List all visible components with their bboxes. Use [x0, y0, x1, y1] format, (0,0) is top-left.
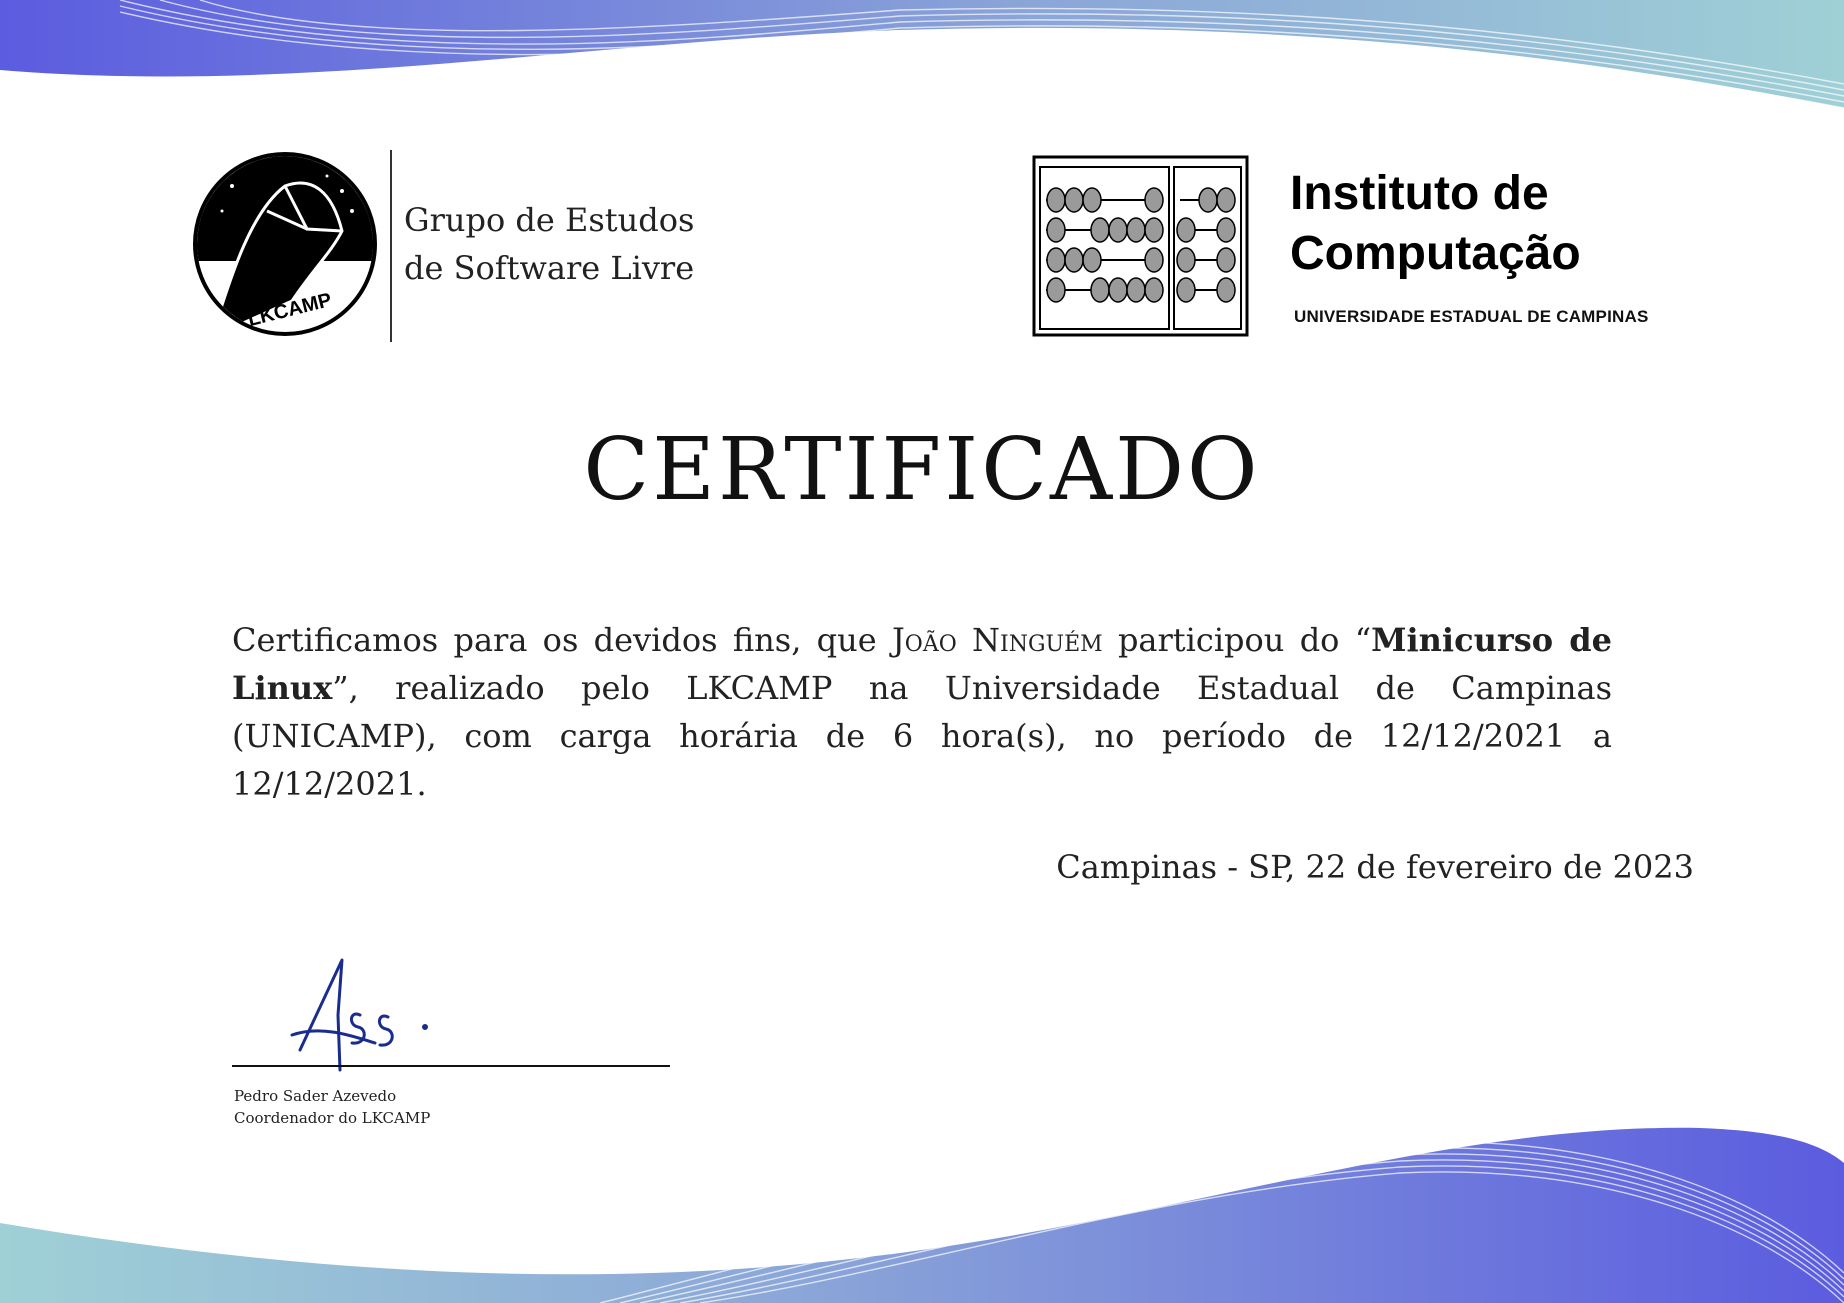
place-and-date: Campinas - SP, 22 de fevereiro de 2023: [1056, 848, 1694, 886]
lkcamp-logo: [192, 151, 378, 337]
participant-name: João Ninguém: [891, 621, 1103, 659]
lkcamp-name-line2: de Software Livre: [404, 249, 695, 287]
signer-name: Pedro Sader Azevedo: [234, 1087, 397, 1105]
certificate-title: CERTIFICADO: [583, 420, 1261, 520]
lkcamp-name: [404, 196, 694, 292]
lkcamp-name-line1: Grupo de Estudos: [404, 201, 695, 239]
course-name: Minicurso de Linux: [232, 621, 1613, 707]
signer-role: Coordenador do LKCAMP: [234, 1109, 431, 1127]
bottom-wave-decoration: [0, 1103, 1844, 1303]
lkcamp-divider: [390, 150, 392, 342]
body-text-intro: Certificamos para os devidos fins, que: [232, 621, 892, 659]
body-text-participation: participou do “: [1102, 621, 1372, 659]
handwritten-signature-icon: [280, 955, 440, 1080]
institute-title-line2: Computação: [1290, 227, 1581, 280]
institute-title: [1290, 164, 1581, 284]
abacus-icon: [1032, 155, 1249, 337]
certificate-body: [232, 616, 1612, 808]
body-text-details: ”, realizado pelo LKCAMP na Universidade Estadual de Campinas (UNICAMP), com carga horária de 6 hora(s), no período de 12/12/2021 a 12/12/2021.: [232, 669, 1612, 803]
institute-title-line1: Instituto de: [1290, 167, 1549, 220]
university-name: UNIVERSIDADE ESTADUAL DE CAMPINAS: [1294, 307, 1649, 326]
signature-line: [232, 1065, 670, 1067]
top-wave-decoration: [0, 0, 1844, 120]
lkcamp-logo-text: LKCAMP: [245, 289, 334, 332]
